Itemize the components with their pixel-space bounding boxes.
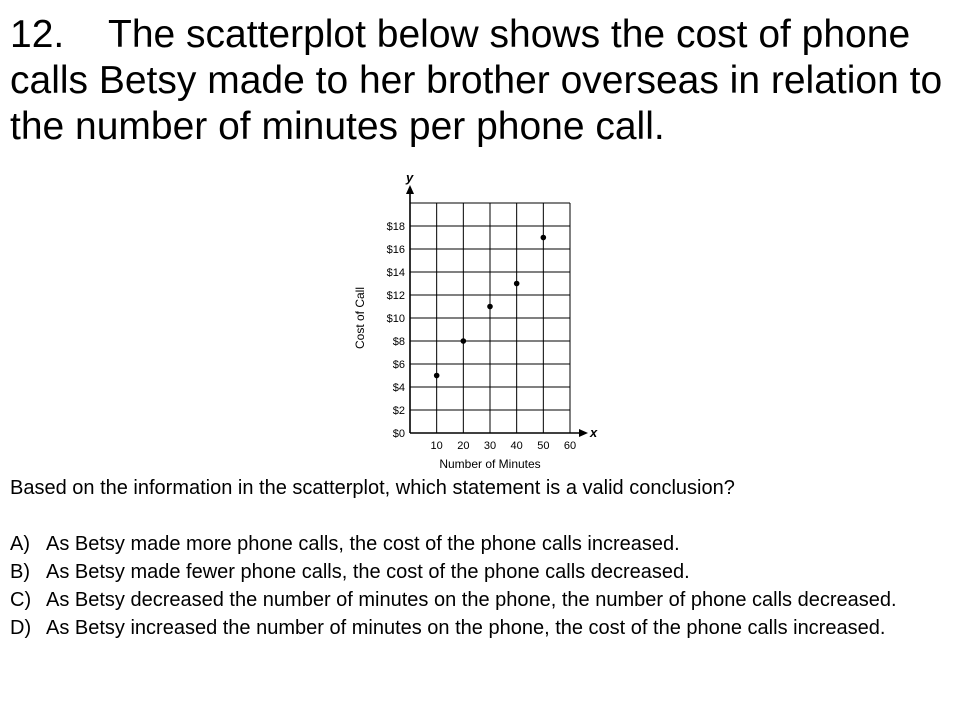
choice-c[interactable]: [10, 590, 940, 611]
x-tick-label: 10: [430, 440, 443, 452]
y-tick-label: $16: [386, 244, 405, 256]
choice-c-letter: C): [10, 589, 32, 611]
x-axis-arrow: [579, 429, 588, 437]
x-axis-title: Number of Minutes: [439, 457, 541, 470]
scatterplot: [340, 175, 600, 470]
y-tick-label: $4: [392, 382, 405, 394]
answer-choices: [10, 534, 940, 646]
question-number: 12.: [10, 13, 65, 56]
choice-d[interactable]: [10, 618, 940, 639]
data-point: [487, 304, 493, 310]
y-axis-letter: y: [406, 175, 414, 185]
x-tick-label: 30: [483, 440, 497, 452]
data-point: [514, 281, 520, 287]
choice-d-text: As Betsy increased the number of minutes on the phone, the cost of the phone calls increased.: [46, 617, 886, 639]
x-tick-label: 60: [563, 440, 577, 452]
y-axis-title: Cost of Call: [353, 286, 367, 350]
choice-b[interactable]: [10, 562, 940, 583]
y-tick-label: $18: [386, 221, 405, 233]
y-tick-label: $12: [386, 290, 405, 302]
x-axis-letter: x: [590, 425, 598, 440]
choice-a-text: As Betsy made more phone calls, the cost of the phone calls increased.: [46, 533, 680, 555]
choice-a-letter: A): [10, 533, 30, 555]
x-tick-label: 50: [537, 440, 550, 452]
y-tick-label: $10: [386, 313, 405, 325]
choice-c-text: As Betsy decreased the number of minutes on the phone, the number of phone calls decreased.: [46, 589, 897, 611]
choice-b-letter: B): [10, 561, 30, 583]
y-tick-label: $14: [386, 267, 405, 279]
answer-prompt: Based on the information in the scatterplot, which statement is a valid conclusion?: [10, 477, 735, 499]
y-tick-label: $0: [392, 428, 405, 440]
choice-d-letter: D): [10, 617, 32, 639]
x-tick-label: 40: [510, 440, 523, 452]
y-axis-arrow: [406, 185, 414, 194]
x-tick-label: 20: [457, 440, 470, 452]
data-point: [541, 235, 547, 241]
data-point: [461, 338, 467, 344]
choice-b-text: As Betsy made fewer phone calls, the cost of the phone calls decreased.: [46, 561, 690, 583]
question: [10, 12, 950, 150]
question-text: The scatterplot below shows the cost of phone calls Betsy made to her brother overseas in relation to the number of minutes per phone call.: [10, 13, 943, 148]
data-point: [434, 373, 440, 379]
y-tick-label: $2: [392, 405, 405, 417]
y-tick-label: $6: [392, 359, 405, 371]
y-tick-label: $8: [392, 336, 405, 348]
choice-a[interactable]: [10, 534, 940, 555]
